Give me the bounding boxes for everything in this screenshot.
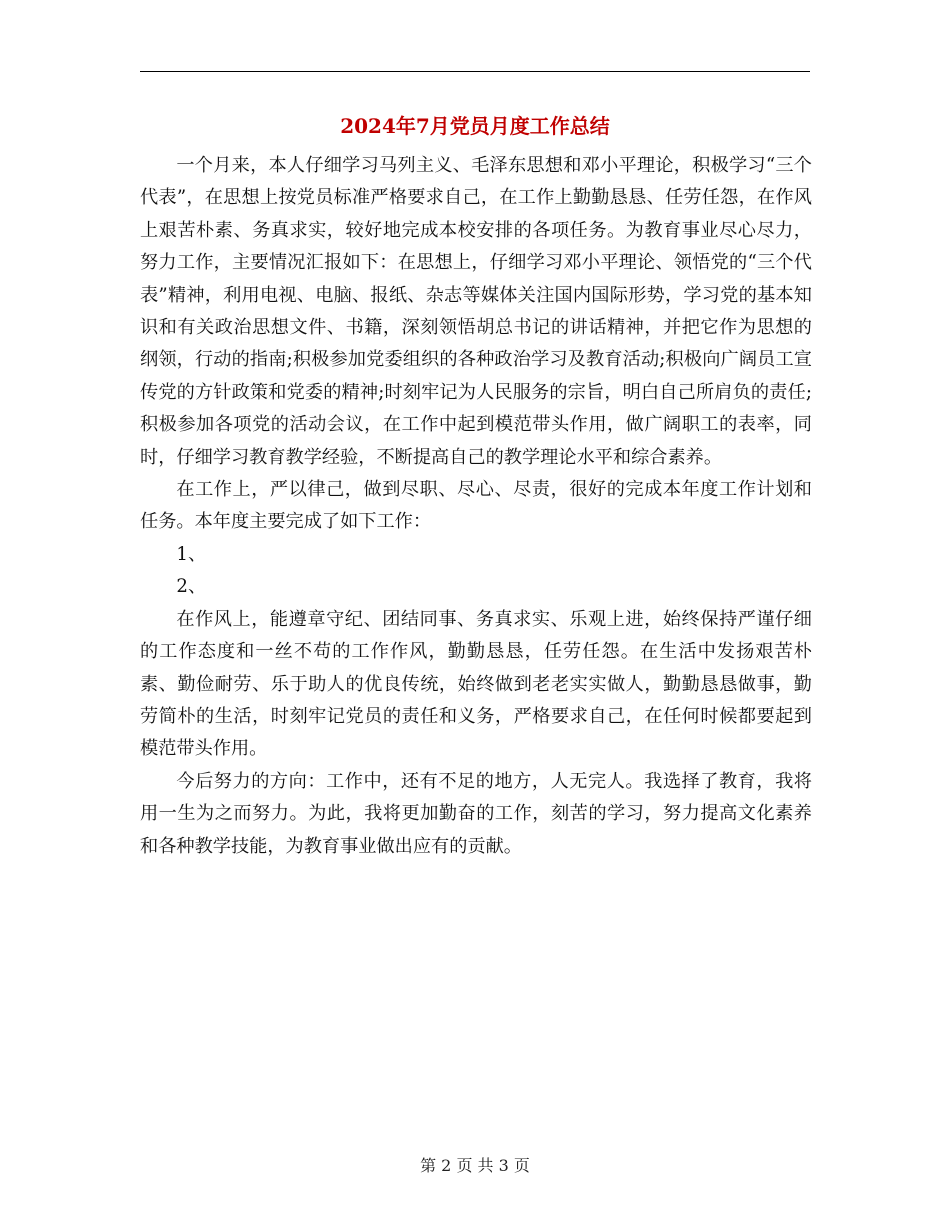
list-item-1: 1、 xyxy=(176,543,207,565)
paragraph-intro: 一个月来，本人仔细学习马列主义、毛泽东思想和邓小平理论，积极学习“三个代表”，在思想上按党员标准严格要求自己，在工作上勤勤恳恳、任劳任怨，在作风上艰苦朴素、务真求实，较好地完成本校安排的各项任务。为教育事业尽心尽力，努力工作，主要情况汇报如下：在思想上，仔细学习邓小平理论、领悟党的“三个代表”精神，利用电视、电脑、报纸、杂志等媒体关注国内国际形势，学习党的基本知识和有关政治思想文件、书籍，深刻领悟胡总书记的讲话精神，并把它作为思想的纲领，行动的指南;积极参加党委组织的各种政治学习及教育活动;积极向广阔员工宣传党的方针政策和党委的精神;时刻牢记为人民服务的宗旨，明白自己所肩负的责任;积极参加各项党的活动会议，在工作中起到模范带头作用，做广阔职工的表率，同时，仔细学习教育教学经验，不断提高自己的教学理论水平和综合素养。 xyxy=(140,155,812,468)
paragraph-future: 今后努力的方向：工作中，还有不足的地方，人无完人。我选择了教育，我将用一生为之而努力。为此，我将更加勤奋的工作，刻苦的学习，努力提高文化素养和各种教学技能，为教育事业做出应有的贡献。 xyxy=(140,770,812,857)
page-number: 第 2 页 共 3 页 xyxy=(420,1156,530,1175)
paragraph-style: 在作风上，能遵章守纪、团结同事、务真求实、乐观上进，始终保持严谨仔细的工作态度和一丝不苟的工作作风，勤勤恳恳，任劳任怨。在生活中发扬艰苦朴素、勤俭耐劳、乐于助人的优良传统，始终做到老老实实做人，勤勤恳恳做事，勤劳简朴的生活，时刻牢记党员的责任和义务，严格要求自己，在任何时候都要起到模范带头作用。 xyxy=(140,608,812,760)
list-item-2: 2、 xyxy=(176,576,207,598)
document-title: 2024年7月党员月度工作总结 xyxy=(340,114,610,138)
header-rule xyxy=(140,71,810,72)
paragraph-work: 在工作上，严以律己，做到尽职、尽心、尽责，很好的完成本年度工作计划和任务。本年度主要完成了如下工作： xyxy=(140,479,812,533)
document-body xyxy=(140,150,812,863)
